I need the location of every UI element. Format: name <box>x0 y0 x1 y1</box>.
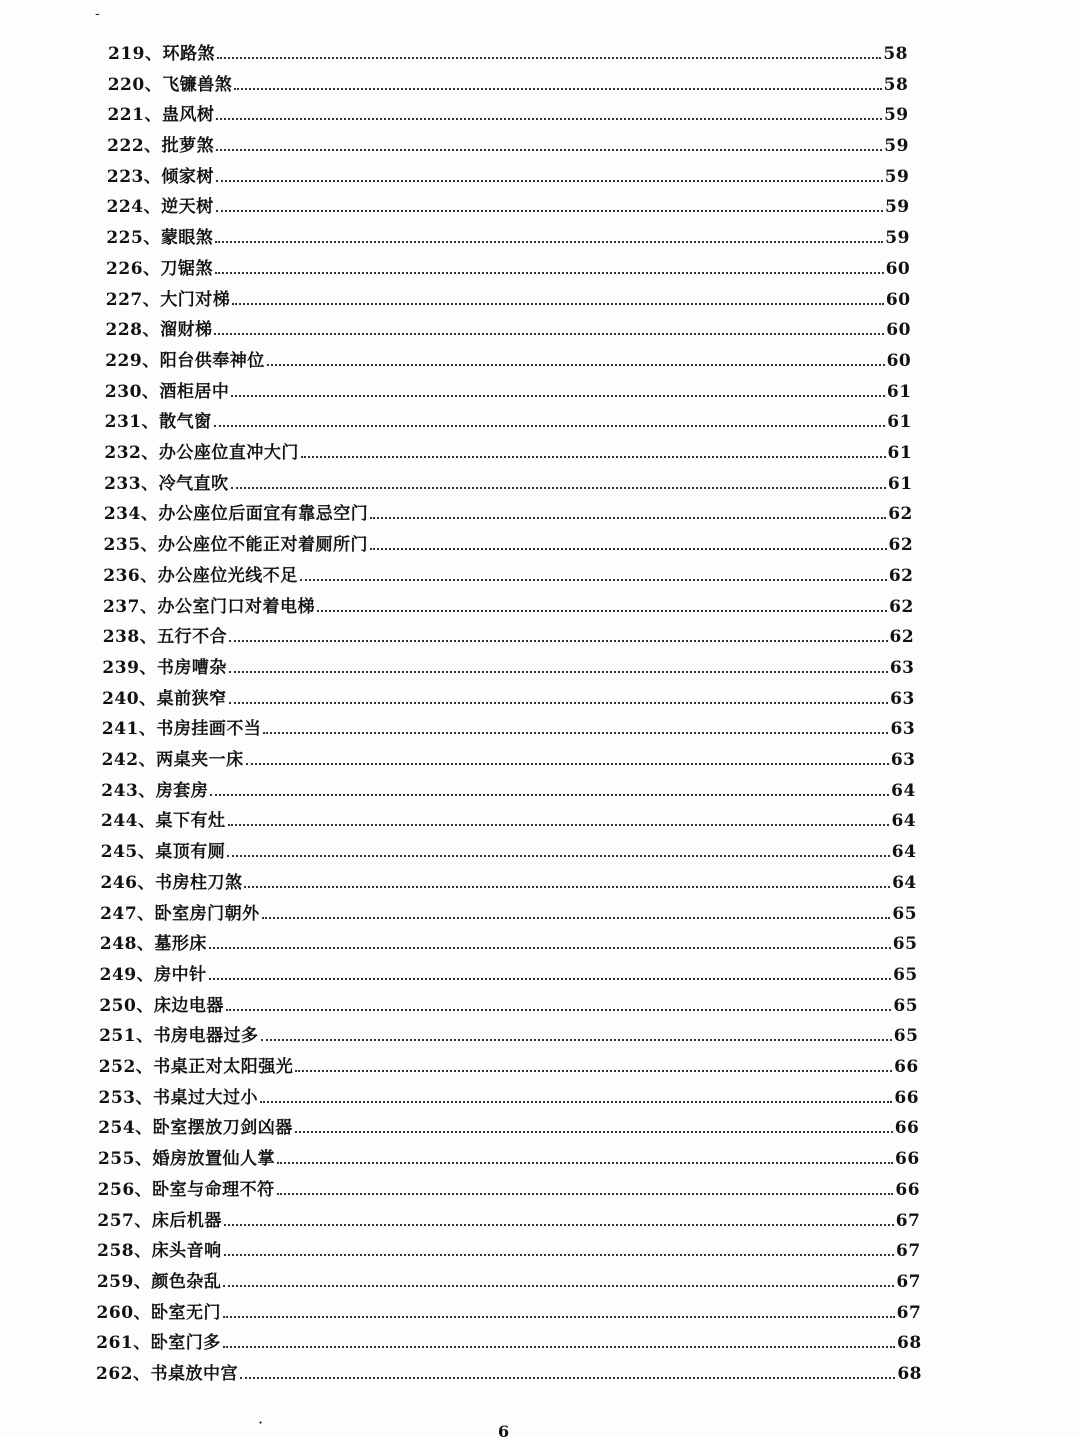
toc-entry-separator: 、 <box>138 811 156 832</box>
toc-entry <box>102 654 914 678</box>
toc-entry-title: 书房挂画不当 <box>156 719 262 740</box>
toc-entry-page: 62 <box>888 565 914 586</box>
toc-entry-page: 64 <box>891 780 916 801</box>
toc-entry-number: 240 <box>102 688 140 709</box>
toc-entry-number: 261 <box>96 1333 134 1354</box>
toc-entry-page: 65 <box>892 934 918 955</box>
toc-entry-title: 阳台供奉神位 <box>159 350 265 371</box>
toc-entry-title: 冷气直吹 <box>158 473 229 494</box>
toc-entry-page: 67 <box>896 1241 921 1262</box>
toc-dot-leader <box>261 1039 892 1041</box>
toc-dot-leader <box>216 118 882 120</box>
toc-dot-leader <box>263 732 888 734</box>
toc-dot-leader <box>370 517 886 519</box>
toc-entry-number: 223 <box>106 166 144 187</box>
toc-dot-leader <box>223 1285 894 1287</box>
toc-entry <box>101 838 917 862</box>
toc-entry-number: 258 <box>97 1241 135 1262</box>
toc-entry-separator: 、 <box>142 350 160 371</box>
toc-entry-title: 批萝煞 <box>161 136 215 157</box>
toc-entry-separator: 、 <box>136 934 155 955</box>
toc-entry-title: 书房嘈杂 <box>156 657 227 678</box>
toc-dot-leader <box>231 395 884 397</box>
toc-dot-leader <box>217 57 881 59</box>
toc-entry <box>100 869 916 893</box>
toc-entry <box>107 132 909 156</box>
toc-entry-number: 229 <box>105 350 143 371</box>
toc-entry-page: 68 <box>896 1333 922 1354</box>
toc-entry-page: 63 <box>890 719 916 740</box>
toc-entry-page: 60 <box>886 350 912 371</box>
toc-dot-leader <box>223 1346 895 1348</box>
toc-entry <box>105 347 911 371</box>
toc-entry-page: 67 <box>896 1302 922 1323</box>
toc-dot-leader <box>370 548 887 550</box>
toc-entry-page: 58 <box>883 74 909 95</box>
toc-entry <box>98 1145 920 1169</box>
toc-entry-title: 书房电器过多 <box>153 1026 259 1047</box>
toc-entry-title: 飞镰兽煞 <box>162 74 233 95</box>
toc-entry-page: 60 <box>886 320 911 341</box>
toc-dot-leader <box>295 1070 892 1072</box>
toc-entry-page: 67 <box>895 1210 921 1231</box>
toc-entry-separator: 、 <box>133 1271 152 1292</box>
toc-entry-title: 桌前狭窄 <box>156 688 227 709</box>
toc-dot-leader <box>301 456 886 458</box>
toc-entry-page: 61 <box>887 473 913 494</box>
toc-entry-title: 蛊风树 <box>161 105 215 126</box>
toc-entry <box>97 1237 921 1261</box>
toc-entry-page: 59 <box>883 105 909 126</box>
toc-entry-title: 婚房放置仙人掌 <box>152 1149 275 1170</box>
toc-entry-page: 66 <box>894 1057 919 1078</box>
toc-entry-number: 221 <box>107 105 145 126</box>
toc-entry <box>104 470 912 494</box>
toc-entry-separator: 、 <box>137 903 155 924</box>
toc-dot-leader <box>231 487 886 489</box>
toc-entry-title: 环路煞 <box>162 44 215 64</box>
toc-dot-leader <box>229 702 889 704</box>
toc-entry-separator: 、 <box>138 780 156 801</box>
toc-entry <box>102 715 915 739</box>
toc-entry <box>106 286 911 310</box>
toc-entry-page: 58 <box>883 44 908 64</box>
toc-entry-title: 卧室门多 <box>150 1333 221 1354</box>
toc-entry <box>97 1299 922 1323</box>
toc-entry-page: 62 <box>888 504 913 525</box>
toc-entry-title: 办公座位光线不足 <box>157 565 298 586</box>
toc-entry-title: 床后机器 <box>151 1210 222 1231</box>
toc-entry <box>103 623 914 647</box>
toc-dot-leader <box>246 763 889 765</box>
toc-dot-leader <box>262 917 891 919</box>
toc-entry <box>100 930 918 954</box>
toc-dot-leader <box>295 1131 893 1133</box>
toc-dot-leader <box>244 886 890 888</box>
toc-entry-separator: 、 <box>141 473 159 494</box>
toc-entry-separator: 、 <box>135 1087 153 1108</box>
toc-dot-leader <box>277 1162 893 1164</box>
toc-entry-separator: 、 <box>138 750 157 771</box>
toc-entry-title: 刀锯煞 <box>160 258 214 279</box>
toc-entry-separator: 、 <box>144 136 162 157</box>
toc-dot-leader <box>216 210 883 212</box>
toc-entry-separator: 、 <box>142 320 160 341</box>
toc-entry-separator: 、 <box>139 596 158 617</box>
toc-entry-number: 249 <box>99 964 137 985</box>
toc-entry-title: 卧室房门朝外 <box>154 903 260 924</box>
toc-entry-separator: 、 <box>135 1118 153 1139</box>
toc-entry-title: 床头音响 <box>151 1241 222 1262</box>
toc-entry-title: 办公座位后面宜有靠忌空门 <box>158 504 369 525</box>
toc-entry-number: 247 <box>100 903 138 924</box>
toc-dot-leader <box>214 333 884 335</box>
toc-dot-leader <box>228 824 890 826</box>
toc-entry-title: 房套房 <box>155 780 209 801</box>
toc-entry <box>107 101 908 125</box>
toc-entry <box>99 992 918 1016</box>
toc-entry-separator: 、 <box>145 44 163 64</box>
toc-entry-number: 220 <box>107 74 145 95</box>
toc-dot-leader <box>215 241 883 243</box>
toc-entry-separator: 、 <box>137 842 156 863</box>
toc-entry <box>97 1268 921 1292</box>
toc-entry-page: 66 <box>894 1087 920 1108</box>
toc-entry <box>102 746 916 770</box>
toc-entry-page: 66 <box>894 1118 920 1139</box>
toc-entry-page: 63 <box>890 750 916 771</box>
toc-entry-separator: 、 <box>139 688 157 709</box>
toc-entry <box>98 1114 919 1138</box>
toc-entry-number: 246 <box>100 872 138 893</box>
toc-entry-number: 239 <box>102 657 140 678</box>
toc-dot-leader <box>210 794 889 796</box>
toc-entry-page: 59 <box>884 166 910 187</box>
toc-entry-title: 溜财梯 <box>159 320 213 341</box>
toc-entry-page: 63 <box>890 688 915 709</box>
toc-entry-title: 卧室摆放刀剑凶器 <box>152 1118 293 1139</box>
toc-entry-separator: 、 <box>134 1149 153 1170</box>
toc-entry-page: 61 <box>887 412 912 433</box>
toc-entry-separator: 、 <box>139 627 158 648</box>
toc-entry-title: 倾家树 <box>161 166 214 187</box>
toc-entry-title: 蒙眼煞 <box>160 228 214 249</box>
toc-entry-number: 236 <box>103 565 141 586</box>
toc-entry <box>107 163 909 187</box>
toc-dot-leader <box>229 640 887 642</box>
toc-entry <box>99 1053 919 1077</box>
toc-entry <box>102 685 915 709</box>
toc-entry-number: 228 <box>105 320 143 341</box>
toc-entry <box>105 408 912 432</box>
toc-entry-number: 235 <box>103 535 141 556</box>
toc-entry-title: 办公室门口对着电梯 <box>157 596 315 617</box>
toc-entry-separator: 、 <box>139 657 157 678</box>
toc-entry-number: 238 <box>102 627 140 648</box>
toc-entry-separator: 、 <box>142 289 161 310</box>
toc-dot-leader <box>229 671 888 673</box>
toc-entry-number: 243 <box>101 780 139 801</box>
toc-dot-leader <box>214 425 886 427</box>
toc-entry-separator: 、 <box>144 105 162 126</box>
toc-entry-title: 房中针 <box>154 964 207 985</box>
toc-entry <box>107 193 910 217</box>
toc-entry-separator: 、 <box>134 1179 153 1200</box>
toc-entry-separator: 、 <box>140 565 158 586</box>
toc-dot-leader <box>216 149 882 151</box>
toc-entry-title: 书桌正对太阳强光 <box>153 1057 294 1078</box>
toc-entry-title: 书房柱刀煞 <box>154 872 243 893</box>
toc-entry-separator: 、 <box>140 504 159 525</box>
toc-entry-page: 67 <box>896 1271 921 1292</box>
toc-entry-page: 62 <box>889 627 915 648</box>
toc-entry-separator: 、 <box>144 74 163 95</box>
toc-entry-page: 65 <box>892 903 918 924</box>
toc-entry-separator: 、 <box>143 166 162 187</box>
toc-entry <box>105 378 912 402</box>
toc-entry-separator: 、 <box>134 1210 152 1231</box>
toc-entry-number: 234 <box>103 504 141 525</box>
toc-entry-page: 62 <box>889 596 914 617</box>
toc-dot-leader <box>224 1224 894 1226</box>
toc-dot-leader <box>260 1101 892 1103</box>
toc-entry <box>100 900 917 924</box>
toc-entry-number: 227 <box>105 289 143 310</box>
toc-entry-page: 65 <box>893 995 919 1016</box>
toc-entry-number: 250 <box>99 995 137 1016</box>
toc-entry-title: 五行不合 <box>157 627 228 648</box>
toc-entry-separator: 、 <box>138 719 157 740</box>
toc-entry-title: 颜色杂乱 <box>151 1271 222 1292</box>
toc-entry-number: 252 <box>98 1057 136 1078</box>
toc-entry-number: 242 <box>101 750 139 771</box>
toc-entry-title: 办公座位不能正对着厕所门 <box>158 535 369 556</box>
toc-entry-separator: 、 <box>140 535 159 556</box>
toc-entry-separator: 、 <box>141 443 159 464</box>
toc-dot-leader <box>277 1193 894 1195</box>
toc-entry <box>106 255 910 279</box>
toc-entry-separator: 、 <box>137 872 155 893</box>
toc-dot-leader <box>267 364 885 366</box>
toc-entry-separator: 、 <box>136 995 154 1016</box>
toc-entry <box>97 1207 920 1231</box>
toc-entry-number: 232 <box>104 443 142 464</box>
toc-entry <box>101 807 916 831</box>
toc-entry-number: 233 <box>104 473 142 494</box>
toc-entry <box>99 1084 920 1108</box>
toc-entry <box>96 1329 921 1353</box>
toc-dot-leader <box>317 610 887 612</box>
toc-entry-separator: 、 <box>133 1364 151 1384</box>
toc-entry-page: 66 <box>895 1149 920 1170</box>
bottom-dot: · <box>258 1413 264 1432</box>
toc-entry-title: 散气窗 <box>159 412 212 433</box>
toc-entry-page: 60 <box>885 289 911 310</box>
toc-entry-page: 59 <box>885 228 910 249</box>
toc-entry <box>104 500 913 524</box>
toc-entry <box>105 316 910 340</box>
toc-entry-separator: 、 <box>133 1333 151 1354</box>
toc-entry-number: 222 <box>107 136 145 157</box>
toc-entry-number: 244 <box>101 811 139 832</box>
toc-entry-number: 260 <box>96 1302 134 1323</box>
toc-dot-leader <box>216 180 883 182</box>
toc-entry-number: 254 <box>98 1118 136 1139</box>
toc-entry-number: 226 <box>106 258 144 279</box>
toc-entry-number: 251 <box>99 1026 137 1047</box>
toc-entry-separator: 、 <box>133 1302 152 1323</box>
toc-entry-title: 酒柜居中 <box>159 381 230 402</box>
toc-entry-title: 桌下有灶 <box>155 811 226 832</box>
toc-entry-title: 大门对梯 <box>160 289 231 310</box>
toc-entry-number: 237 <box>102 596 140 617</box>
toc-entry <box>103 562 913 586</box>
toc-entry <box>108 40 908 64</box>
toc-entry-number: 241 <box>101 719 139 740</box>
toc-dot-leader <box>300 579 887 581</box>
toc-dot-leader <box>240 1377 895 1379</box>
toc-entry-number: 257 <box>97 1210 135 1231</box>
toc-entry-page: 61 <box>887 443 913 464</box>
toc-entry-number: 225 <box>106 228 144 249</box>
toc-entry-title: 卧室无门 <box>151 1302 222 1323</box>
toc-entry-separator: 、 <box>143 197 162 218</box>
toc-entry-number: 245 <box>100 842 138 863</box>
toc-entry <box>104 439 912 463</box>
toc-dot-leader <box>224 1254 894 1256</box>
toc-entry-page: 59 <box>884 197 910 218</box>
toc-entry-number: 253 <box>98 1087 136 1108</box>
toc-entry <box>103 593 914 617</box>
toc-entry-number: 256 <box>97 1179 135 1200</box>
toc-entry-separator: 、 <box>135 1057 154 1078</box>
toc-entry-page: 66 <box>895 1179 921 1200</box>
toc-entry-title: 墓形床 <box>154 934 207 955</box>
toc-dot-leader <box>234 88 881 90</box>
toc-entry-number: 262 <box>96 1364 133 1384</box>
toc-entry-separator: 、 <box>141 381 160 402</box>
toc-entry-number: 255 <box>97 1149 135 1170</box>
toc-entry-page: 68 <box>897 1364 922 1384</box>
toc-entry-number: 259 <box>96 1271 134 1292</box>
toc-entry-page: 62 <box>888 535 914 556</box>
toc-entry-page: 65 <box>893 964 918 985</box>
toc-dot-leader <box>209 978 891 980</box>
toc-entry-title: 书桌放中宫 <box>150 1364 238 1384</box>
toc-entry-page: 65 <box>893 1026 919 1047</box>
toc-entry-title: 逆天树 <box>161 197 214 218</box>
toc-dot-leader <box>227 855 890 857</box>
toc-entry <box>104 531 914 555</box>
corner-mark: - <box>95 6 100 22</box>
toc-dot-leader <box>223 1316 895 1318</box>
toc-entry-title: 卧室与命理不符 <box>152 1179 275 1200</box>
toc-entry <box>101 777 916 801</box>
toc-entry <box>99 1022 918 1046</box>
toc-entry-page: 59 <box>884 136 909 157</box>
toc-dot-leader <box>226 1009 892 1011</box>
toc-entry-page: 61 <box>886 381 912 402</box>
toc-entry-separator: 、 <box>136 1026 154 1047</box>
toc-entry-separator: 、 <box>143 228 161 249</box>
toc-entry <box>96 1360 922 1384</box>
toc-entry-page: 64 <box>891 811 917 832</box>
toc-entry-number: 230 <box>104 381 142 402</box>
toc-entry-title: 两桌夹一床 <box>156 750 244 771</box>
toc-entry-separator: 、 <box>136 964 155 985</box>
toc-entry-number: 224 <box>106 197 144 218</box>
toc-entry <box>98 1176 920 1200</box>
toc-entry-page: 63 <box>889 657 915 678</box>
toc-dot-leader <box>232 303 884 305</box>
toc-entry <box>108 71 909 95</box>
toc-entry-separator: 、 <box>143 258 161 279</box>
toc-dot-leader <box>209 947 891 949</box>
toc-entry <box>100 961 918 985</box>
toc-entry-page: 60 <box>885 258 911 279</box>
toc-entry-number: 248 <box>99 934 137 955</box>
toc-entry-number: 219 <box>108 44 145 64</box>
toc-entry-page: 64 <box>892 872 917 893</box>
toc-entry <box>106 224 910 248</box>
toc-entry-title: 书桌过大过小 <box>153 1087 258 1108</box>
toc-entry-separator: 、 <box>134 1241 152 1262</box>
toc-entry-separator: 、 <box>141 412 160 433</box>
toc-entry-title: 桌顶有厕 <box>155 842 226 863</box>
toc-entry-page: 64 <box>891 842 917 863</box>
toc-entry-number: 231 <box>104 412 142 433</box>
page-number: 6 <box>498 1422 510 1441</box>
toc-dot-leader <box>215 272 884 274</box>
toc-entry-title: 床边电器 <box>153 995 224 1016</box>
toc-entry-title: 办公座位直冲大门 <box>158 443 299 464</box>
